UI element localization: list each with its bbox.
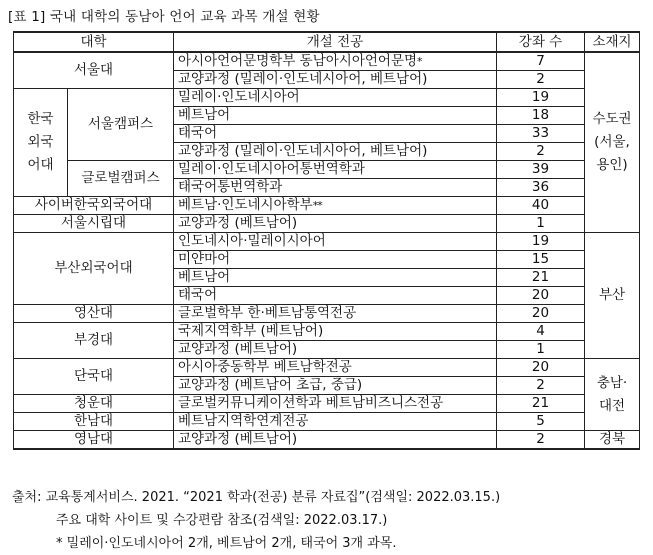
table-row	[14, 89, 640, 107]
table-row	[14, 395, 640, 413]
table-row	[14, 413, 640, 431]
count-cell: 36	[497, 179, 585, 197]
table-caption: [표 1] 국내 대학의 동남아 언어 교육 과목 개설 현황	[8, 9, 320, 25]
header-university: 대학	[14, 32, 174, 52]
univ-pknu: 부경대	[14, 323, 174, 359]
count-cell: 1	[497, 341, 585, 359]
source-note-2: 주요 대학 사이트 및 수강편람 참조(검색일: 2022.03.17.)	[56, 513, 388, 528]
table-row	[14, 233, 640, 251]
location-busan: 부산	[585, 233, 640, 359]
course-cell: 태국어	[174, 287, 497, 305]
table-row	[14, 323, 640, 341]
univ-snu: 서울대	[14, 52, 174, 89]
course-cell: 교양과정 (베트남어)	[174, 431, 497, 450]
count-cell: 20	[497, 305, 585, 323]
table-row	[14, 215, 640, 233]
footnote-marker: *	[417, 55, 422, 68]
footnote: * 밀레이·인도네시아어 2개, 베트남어 2개, 태국어 3개 과목.	[56, 536, 397, 551]
count-cell: 15	[497, 251, 585, 269]
header-location: 소재지	[585, 32, 640, 52]
location-gyeongbuk: 경북	[585, 431, 640, 450]
course-cell: 베트남지역학연계전공	[174, 413, 497, 431]
count-cell: 1	[497, 215, 585, 233]
count-cell: 21	[497, 395, 585, 413]
campus-seoul: 서울캠퍼스	[68, 89, 174, 161]
table-row	[14, 359, 640, 377]
univ-yeungnam: 영남대	[14, 431, 174, 450]
location-capital: 수도권 (서울, 용인)	[585, 52, 640, 233]
course-cell: 베트남어	[174, 269, 497, 287]
table-header-row	[14, 32, 640, 52]
count-cell: 4	[497, 323, 585, 341]
campus-global: 글로벌캠퍼스	[68, 161, 174, 197]
course-cell: 베트남·인도네시아학부**	[174, 197, 497, 215]
univ-bufs: 부산외국어대	[14, 233, 174, 305]
course-cell: 교양과정 (밀레이·인도네시아어, 베트남어)	[174, 71, 497, 89]
course-cell: 교양과정 (밀레이·인도네시아어, 베트남어)	[174, 143, 497, 161]
univ-cyber-hufs: 사이버한국외국어대	[14, 197, 174, 215]
table-row	[14, 197, 640, 215]
count-cell: 2	[497, 431, 585, 450]
count-cell: 2	[497, 71, 585, 89]
course-cell: 글로벌학부 한·베트남통역전공	[174, 305, 497, 323]
table-row	[14, 431, 640, 450]
location-chungnam: 충남· 대전	[585, 359, 640, 431]
univ-dankook: 단국대	[14, 359, 174, 395]
course-cell: 밀레이·인도네시아어통번역학과	[174, 161, 497, 179]
count-cell: 5	[497, 413, 585, 431]
univ-youngsan: 영산대	[14, 305, 174, 323]
course-cell: 베트남어	[174, 107, 497, 125]
course-cell: 국제지역학부 (베트남어)	[174, 323, 497, 341]
header-count: 강좌 수	[497, 32, 585, 52]
count-cell: 19	[497, 89, 585, 107]
count-cell: 33	[497, 125, 585, 143]
count-cell: 40	[497, 197, 585, 215]
footnote-marker: **	[312, 199, 322, 212]
course-cell: 태국어통번역학과	[174, 179, 497, 197]
course-cell: 글로벌커뮤니케이션학과 베트남비즈니스전공	[174, 395, 497, 413]
course-cell: 미얀마어	[174, 251, 497, 269]
count-cell: 20	[497, 359, 585, 377]
course-cell: 교양과정 (베트남어)	[174, 215, 497, 233]
count-cell: 20	[497, 287, 585, 305]
course-cell: 인도네시아·밀레이시아어	[174, 233, 497, 251]
count-cell: 19	[497, 233, 585, 251]
course-cell: 태국어	[174, 125, 497, 143]
course-cell: 교양과정 (베트남어)	[174, 341, 497, 359]
course-cell: 아시아언어문명학부 동남아시아언어문명*	[174, 52, 497, 71]
table-row	[14, 52, 640, 71]
table-row	[14, 305, 640, 323]
count-cell: 7	[497, 52, 585, 71]
course-cell: 밀레이·인도네시아어	[174, 89, 497, 107]
course-table	[13, 31, 640, 450]
course-cell: 아시아중동학부 베트남학전공	[174, 359, 497, 377]
count-cell: 21	[497, 269, 585, 287]
table-notes	[12, 486, 500, 555]
univ-hannam: 한남대	[14, 413, 174, 431]
count-cell: 2	[497, 377, 585, 395]
univ-hufs: 한국 외국 어대	[14, 89, 68, 197]
univ-chungwoon: 청운대	[14, 395, 174, 413]
source-note: 출처: 교육통계서비스. 2021. “2021 학과(전공) 분류 자료집”(검색일: 2022.03.15.)	[12, 490, 501, 505]
count-cell: 2	[497, 143, 585, 161]
table-row	[14, 161, 640, 179]
header-course: 개설 전공	[174, 32, 497, 52]
univ-uos: 서울시립대	[14, 215, 174, 233]
count-cell: 18	[497, 107, 585, 125]
count-cell: 39	[497, 161, 585, 179]
course-cell: 교양과정 (베트남어 초급, 중급)	[174, 377, 497, 395]
